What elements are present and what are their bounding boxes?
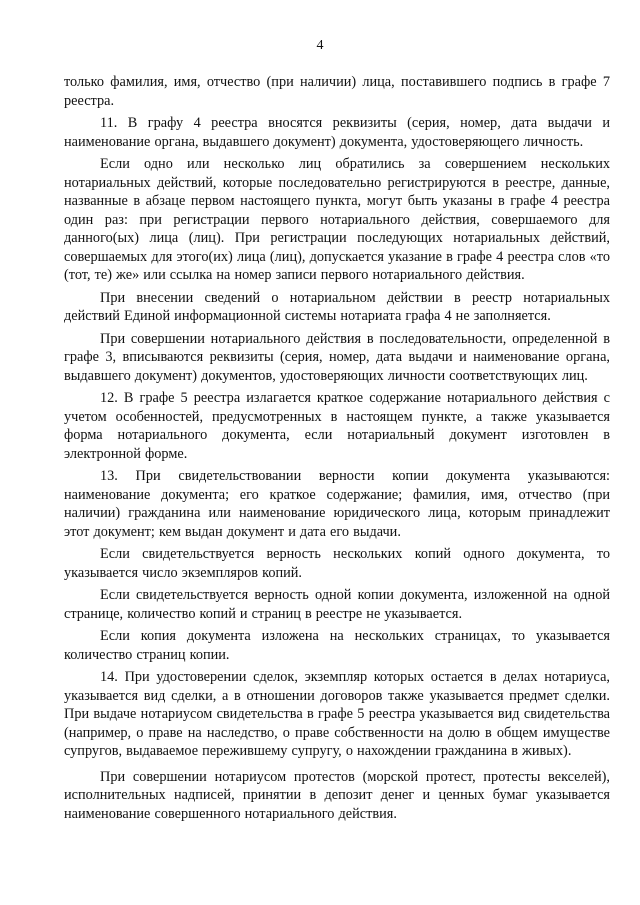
paragraph-multi-page-copy: Если копия документа изложена на нескольких страницах, то указывается количество страниц копии.	[64, 628, 610, 663]
paragraph-item-12: 12. В графе 5 реестра излагается краткое содержание нотариального действия с учетом особенностей, предусмотренных в настоящем пункте, а также указывается форма нотариального документа, если нотариальный документ изготовлен в электронной форме.	[64, 390, 610, 462]
paragraph-several-copies: Если свидетельствуется верность нескольких копий одного документа, то указывается число экземпляров копий.	[64, 546, 610, 581]
paragraph-single-copy: Если свидетельствуется верность одной копии документа, изложенной на одной странице, количество копий и страниц в реестре не указывается.	[64, 587, 610, 622]
paragraph-multiple-actions: Если одно или несколько лиц обратились за совершением нескольких нотариальных действий, которые последовательно регистрируются в реестре, данные, названные в абзаце первом настоящего пункта, могут быть указаны в графе 4 реестра один раз: при регистрации первого нотариального действия, совершаемого для данного(ых) лица (лиц). При регистрации последующих нотариальных действий, совершаемых для этого(их) лица (лиц), допускается указание в графе 4 реестра слов «то (тот, те) же» или ссылка на номер записи первого нотариального действия.	[64, 156, 610, 283]
paragraph-item-13: 13. При свидетельствовании верности копии документа указываются: наименование документа; его краткое содержание; фамилия, имя, отчество (при наличии) гражданина или наименование юридического лица, которым принадлежит этот документ; кем выдан документ и дата его выдачи.	[64, 468, 610, 540]
paragraph-sequence-column3: При совершении нотариального действия в последовательности, определенной в графе 3, вписываются реквизиты (серия, номер, дата выдачи и наименование органа, выдавшего документ) документов, удостоверяющих личности соответствующих лиц.	[64, 330, 610, 384]
paragraph-item-11: 11. В графу 4 реестра вносятся реквизиты (серия, номер, дата выдачи и наименование органа, выдавшего документ) документа, удостоверяющего личность.	[64, 115, 610, 150]
paragraph-item-14: 14. При удостоверении сделок, экземпляр которых остается в делах нотариуса, указывается вид сделки, а в отношении договоров также указывается предмет сделки. При выдаче нотариусом свидетельства в графе 5 реестра указывается вид свидетельства (например, о праве на наследство, о праве собственности на долю в общем имуществе супругов, выдаваемое пережившему супругу, о нахождении гражданина в живых).	[64, 669, 610, 759]
paragraph-eis-registry: При внесении сведений о нотариальном действии в реестр нотариальных действий Единой информационной системы нотариата графа 4 не заполняется.	[64, 289, 610, 324]
paragraph-continuation: только фамилия, имя, отчество (при наличии) лица, поставившего подпись в графе 7 реестра.	[64, 74, 610, 109]
paragraph-protests: При совершении нотариусом протестов (морской протест, протесты векселей), исполнительных надписей, принятии в депозит денег и ценных бумаг указывается наименование совершенного нотариального действия.	[64, 768, 610, 822]
document-body	[64, 73, 610, 823]
page-number: 4	[316, 38, 324, 53]
